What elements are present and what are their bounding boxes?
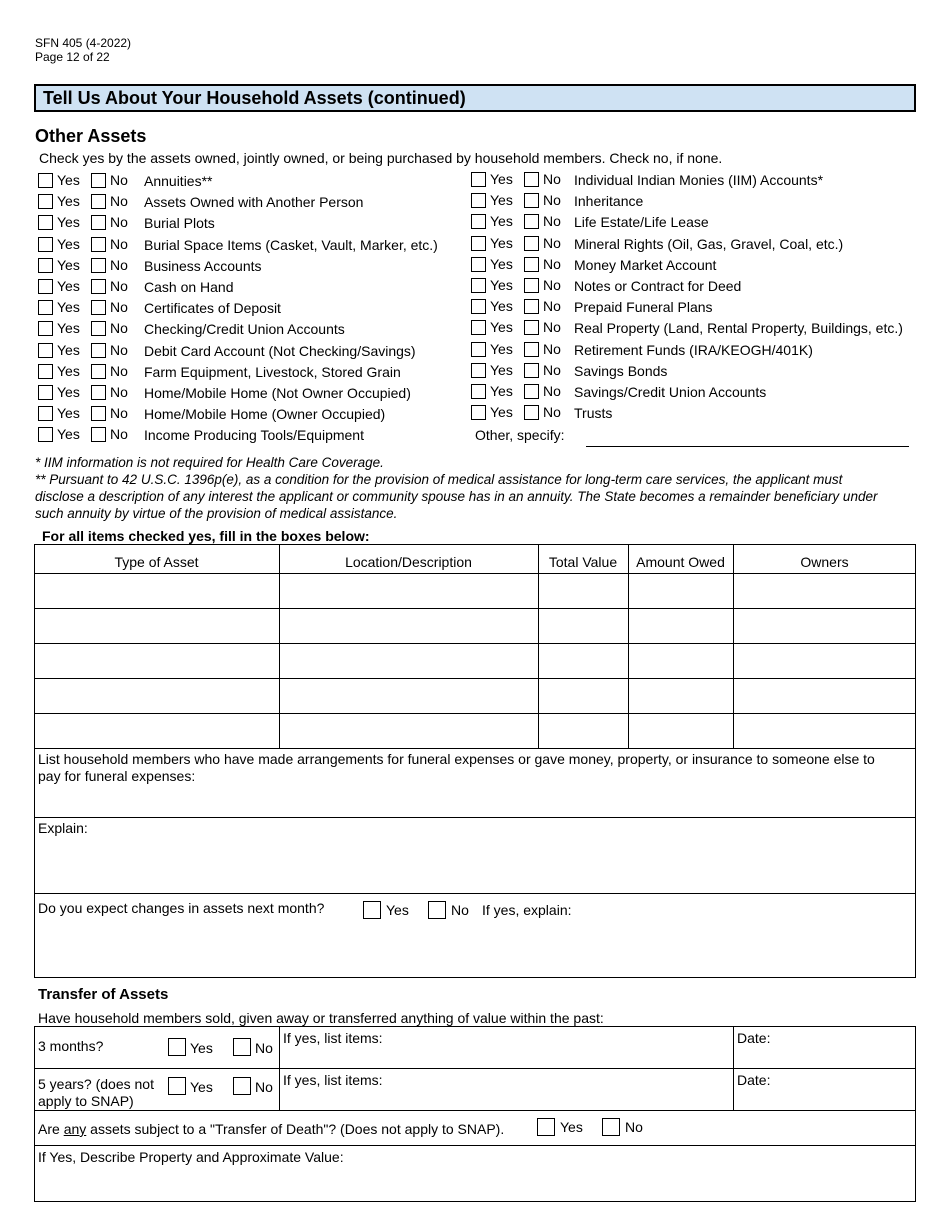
five-years-no-checkbox[interactable]: [233, 1077, 251, 1095]
changes-yes-checkbox[interactable]: [363, 901, 381, 919]
left-asset-yes-checkbox[interactable]: [38, 258, 53, 273]
divider: [34, 678, 916, 679]
left-asset-yes-checkbox[interactable]: [38, 237, 53, 252]
divider: [279, 1026, 280, 1110]
tod-question-post: assets subject to a "Transfer of Death"? (Does not apply to SNAP).: [86, 1121, 505, 1137]
divider: [279, 544, 280, 748]
right-asset-asset-label: Individual Indian Monies (IIM) Accounts*: [574, 172, 824, 188]
right-asset-no-label: No: [543, 255, 561, 272]
column-header: Total Value: [548, 554, 618, 570]
right-asset-yes-checkbox[interactable]: [471, 363, 486, 378]
left-asset-no-label: No: [110, 235, 128, 252]
three-months-yes-label: Yes: [190, 1040, 213, 1056]
left-asset-asset-label: Certificates of Deposit: [144, 300, 281, 317]
tod-question-pre: Are: [38, 1121, 64, 1137]
left-asset-yes-checkbox[interactable]: [38, 385, 53, 400]
divider: [34, 608, 916, 609]
right-asset-yes-label: Yes: [490, 277, 513, 293]
table-cell-input[interactable]: [735, 575, 915, 607]
three-months-yes-checkbox[interactable]: [168, 1038, 186, 1056]
left-asset-yes-checkbox[interactable]: [38, 215, 53, 230]
tod-yes-label: Yes: [560, 1119, 583, 1135]
left-asset-no-label: No: [110, 320, 128, 337]
right-asset-no-checkbox[interactable]: [524, 299, 539, 314]
left-asset-yes-label: Yes: [57, 235, 80, 252]
right-asset-no-checkbox[interactable]: [524, 384, 539, 399]
right-asset-no-checkbox[interactable]: [524, 320, 539, 335]
table-cell-input[interactable]: [36, 715, 278, 747]
right-asset-asset-label: Savings Bonds: [574, 362, 668, 379]
right-asset-no-label: No: [543, 298, 561, 315]
iim-note: * IIM information is not required for Health Care Coverage.: [35, 455, 384, 470]
right-asset-asset-label: Life Estate/Life Lease: [574, 214, 709, 231]
left-asset-asset-label: Home/Mobile Home (Owner Occupied): [144, 406, 386, 423]
left-asset-asset-label: Home/Mobile Home (Not Owner Occupied): [144, 385, 411, 401]
column-header: Amount Owed: [636, 554, 725, 570]
funeral-prompt: List household members who have made arrangements for funeral expenses or gave money, property, or insurance to someone else to pay for funeral expenses:: [38, 751, 875, 784]
right-asset-no-checkbox[interactable]: [524, 363, 539, 378]
table-cell-input[interactable]: [735, 610, 915, 642]
form-id: SFN 405 (4-2022): [35, 36, 132, 50]
right-asset-yes-checkbox[interactable]: [471, 342, 486, 357]
right-asset-yes-checkbox[interactable]: [471, 384, 486, 399]
right-asset-yes-label: Yes: [490, 383, 513, 399]
left-asset-no-checkbox[interactable]: [91, 406, 106, 421]
column-header: Type of Asset: [114, 554, 199, 570]
table-cell-input[interactable]: [36, 680, 278, 712]
table-cell-input[interactable]: [735, 645, 915, 677]
table-cell-input[interactable]: [281, 610, 537, 642]
right-asset-yes-label: Yes: [490, 361, 513, 378]
left-asset-yes-checkbox[interactable]: [38, 406, 53, 421]
divider: [538, 544, 539, 748]
right-asset-no-label: No: [543, 171, 561, 187]
explain-label: Explain:: [38, 820, 88, 836]
left-asset-no-label: No: [110, 426, 128, 443]
right-asset-no-checkbox[interactable]: [524, 236, 539, 251]
changes-explain-input[interactable]: [35, 922, 915, 976]
divider: [34, 573, 916, 574]
right-asset-yes-label: Yes: [490, 319, 513, 336]
five-years-list-input[interactable]: [283, 1089, 729, 1108]
left-asset-yes-checkbox[interactable]: [38, 279, 53, 294]
left-asset-asset-label: Annuities**: [144, 173, 213, 189]
right-asset-yes-label: Yes: [490, 404, 513, 421]
five-years-date-input[interactable]: [737, 1089, 913, 1108]
five-years-label: 5 years? (does not apply to SNAP): [38, 1076, 154, 1109]
divider: [34, 713, 916, 714]
right-asset-no-checkbox[interactable]: [524, 405, 539, 420]
left-asset-asset-label: Income Producing Tools/Equipment: [144, 427, 364, 444]
left-asset-yes-label: Yes: [57, 299, 80, 316]
left-asset-yes-label: Yes: [57, 278, 80, 294]
tod-yes-checkbox[interactable]: [537, 1118, 555, 1136]
right-asset-asset-label: Notes or Contract for Deed: [574, 278, 742, 294]
divider: [34, 1145, 916, 1146]
changes-yes-label: Yes: [386, 902, 409, 918]
right-asset-no-label: No: [543, 213, 561, 230]
left-asset-no-checkbox[interactable]: [91, 215, 106, 230]
table-cell-input[interactable]: [540, 715, 627, 747]
left-asset-no-checkbox[interactable]: [91, 427, 106, 442]
right-asset-no-checkbox[interactable]: [524, 193, 539, 208]
right-asset-yes-checkbox[interactable]: [471, 320, 486, 335]
right-asset-asset-label: Savings/Credit Union Accounts: [574, 384, 767, 400]
left-asset-no-label: No: [110, 256, 128, 273]
left-asset-no-checkbox[interactable]: [91, 321, 106, 336]
left-asset-no-label: No: [110, 299, 128, 316]
divider: [34, 643, 916, 644]
left-asset-yes-label: Yes: [57, 214, 80, 231]
five-years-date-label: Date:: [737, 1072, 771, 1088]
left-asset-asset-label: Assets Owned with Another Person: [144, 194, 364, 211]
three-months-label: 3 months?: [38, 1038, 104, 1054]
left-asset-no-label: No: [110, 172, 128, 188]
divider: [34, 1110, 916, 1111]
right-asset-no-checkbox[interactable]: [524, 342, 539, 357]
transfer-title: Transfer of Assets: [38, 986, 169, 1003]
left-asset-no-checkbox[interactable]: [91, 194, 106, 209]
changes-explain-label: If yes, explain:: [482, 902, 572, 918]
left-asset-no-checkbox[interactable]: [91, 385, 106, 400]
right-asset-yes-checkbox[interactable]: [471, 278, 486, 293]
right-asset-yes-checkbox[interactable]: [471, 299, 486, 314]
left-asset-no-checkbox[interactable]: [91, 237, 106, 252]
right-asset-no-label: No: [543, 361, 561, 378]
left-asset-no-label: No: [110, 384, 128, 400]
right-asset-asset-label: Mineral Rights (Oil, Gas, Gravel, Coal, etc.): [574, 235, 844, 252]
left-asset-no-label: No: [110, 362, 128, 379]
changes-no-label: No: [451, 902, 469, 918]
left-asset-asset-label: Burial Plots: [144, 215, 215, 232]
right-asset-yes-checkbox[interactable]: [471, 214, 486, 229]
table-cell-input[interactable]: [540, 610, 627, 642]
divider: [733, 544, 734, 748]
left-asset-no-label: No: [110, 278, 128, 294]
divider: [628, 544, 629, 748]
table-cell-input[interactable]: [540, 680, 627, 712]
table-cell-input[interactable]: [281, 680, 537, 712]
left-asset-asset-label: Checking/Credit Union Accounts: [144, 321, 345, 338]
left-asset-yes-label: Yes: [57, 426, 80, 443]
right-asset-no-label: No: [543, 319, 561, 336]
right-asset-no-checkbox[interactable]: [524, 214, 539, 229]
table-cell-input[interactable]: [281, 715, 537, 747]
table-cell-input[interactable]: [630, 610, 732, 642]
transfer-question: Have household members sold, given away or transferred anything of value within the past:: [38, 1010, 604, 1026]
left-asset-yes-label: Yes: [57, 341, 80, 358]
left-asset-no-checkbox[interactable]: [91, 173, 106, 188]
right-asset-no-checkbox[interactable]: [524, 278, 539, 293]
left-asset-asset-label: Business Accounts: [144, 257, 262, 274]
table-intro: For all items checked yes, fill in the boxes below:: [42, 528, 370, 544]
left-asset-no-label: No: [110, 341, 128, 358]
right-asset-no-checkbox[interactable]: [524, 257, 539, 272]
right-asset-yes-label: Yes: [490, 213, 513, 230]
right-asset-yes-label: Yes: [490, 255, 513, 272]
describe-input[interactable]: [35, 1167, 915, 1200]
page-number: Page 12 of 22: [35, 50, 110, 64]
other-specify-input[interactable]: [586, 446, 909, 447]
table-cell-input[interactable]: [630, 645, 732, 677]
left-asset-no-checkbox[interactable]: [91, 279, 106, 294]
five-years-yes-checkbox[interactable]: [168, 1077, 186, 1095]
annuity-note: ** Pursuant to 42 U.S.C. 1396p(e), as a condition for the provision of medical assistance for long-term care services, the applicant must disclose a description of any interest the applicant or community spouse has in an annuity. The State becomes a remainder beneficiary under such annuity by virtue of the provision of medical assistance.: [35, 472, 878, 521]
other-assets-instructions: Check yes by the assets owned, jointly owned, or being purchased by household members. Check no, if none.: [39, 150, 723, 166]
table-cell-input[interactable]: [36, 610, 278, 642]
right-asset-yes-label: Yes: [490, 234, 513, 251]
right-asset-no-label: No: [543, 192, 561, 209]
left-asset-no-label: No: [110, 193, 128, 210]
changes-question: Do you expect changes in assets next month?: [38, 900, 325, 916]
left-asset-yes-checkbox[interactable]: [38, 427, 53, 442]
section-banner: Tell Us About Your Household Assets (continued): [34, 84, 916, 112]
column-header: Owners: [800, 554, 849, 570]
funeral-input[interactable]: [35, 785, 915, 816]
three-months-list-input[interactable]: [283, 1047, 729, 1066]
divider: [34, 893, 916, 894]
left-asset-no-checkbox[interactable]: [91, 343, 106, 358]
left-asset-yes-label: Yes: [57, 193, 80, 210]
right-asset-yes-checkbox[interactable]: [471, 236, 486, 251]
right-asset-yes-checkbox[interactable]: [471, 405, 486, 420]
right-asset-asset-label: Money Market Account: [574, 256, 717, 273]
left-asset-no-checkbox[interactable]: [91, 300, 106, 315]
left-asset-yes-checkbox[interactable]: [38, 173, 53, 188]
right-asset-no-checkbox[interactable]: [524, 172, 539, 187]
right-asset-yes-label: Yes: [490, 192, 513, 209]
column-header: Location/Description: [345, 554, 472, 570]
right-asset-asset-label: Real Property (Land, Rental Property, Buildings, etc.): [574, 320, 903, 337]
right-asset-no-label: No: [543, 383, 561, 399]
three-months-no-checkbox[interactable]: [233, 1038, 251, 1056]
divider: [34, 817, 916, 818]
left-asset-yes-checkbox[interactable]: [38, 194, 53, 209]
five-years-yes-label: Yes: [190, 1079, 213, 1095]
table-cell-input[interactable]: [36, 645, 278, 677]
left-asset-no-label: No: [110, 214, 128, 231]
tod-question: [38, 1121, 504, 1138]
tod-no-label: No: [625, 1119, 643, 1135]
table-cell-input[interactable]: [735, 680, 915, 712]
left-asset-no-checkbox[interactable]: [91, 258, 106, 273]
right-asset-yes-label: Yes: [490, 171, 513, 187]
table-cell-input[interactable]: [540, 575, 627, 607]
divider: [34, 1068, 916, 1069]
right-asset-yes-label: Yes: [490, 298, 513, 315]
divider: [34, 748, 916, 749]
left-asset-yes-label: Yes: [57, 405, 80, 422]
table-cell-input[interactable]: [281, 645, 537, 677]
three-months-no-label: No: [255, 1040, 273, 1056]
left-asset-yes-label: Yes: [57, 256, 80, 273]
explain-input[interactable]: [35, 838, 915, 892]
left-asset-yes-checkbox[interactable]: [38, 364, 53, 379]
five-years-list-label: If yes, list items:: [283, 1072, 383, 1088]
left-asset-yes-label: Yes: [57, 362, 80, 379]
changes-no-checkbox[interactable]: [428, 901, 446, 919]
table-cell-input[interactable]: [630, 680, 732, 712]
left-asset-no-checkbox[interactable]: [91, 364, 106, 379]
right-asset-no-label: No: [543, 234, 561, 251]
left-asset-asset-label: Farm Equipment, Livestock, Stored Grain: [144, 363, 401, 380]
right-asset-no-label: No: [543, 404, 561, 421]
table-cell-input[interactable]: [630, 575, 732, 607]
table-cell-input[interactable]: [630, 715, 732, 747]
right-asset-no-label: No: [543, 277, 561, 293]
left-asset-yes-label: Yes: [57, 320, 80, 337]
three-months-date-input[interactable]: [737, 1047, 913, 1066]
right-asset-asset-label: Trusts: [574, 405, 613, 422]
five-years-no-label: No: [255, 1079, 273, 1095]
right-asset-yes-checkbox[interactable]: [471, 193, 486, 208]
left-asset-asset-label: Burial Space Items (Casket, Vault, Marker, etc.): [144, 236, 438, 253]
three-months-list-label: If yes, list items:: [283, 1030, 383, 1046]
left-asset-yes-checkbox[interactable]: [38, 300, 53, 315]
right-asset-yes-checkbox[interactable]: [471, 172, 486, 187]
right-asset-asset-label: Inheritance: [574, 193, 644, 210]
table-cell-input[interactable]: [735, 715, 915, 747]
other-assets-title: Other Assets: [35, 126, 147, 146]
right-asset-asset-label: Retirement Funds (IRA/KEOGH/401K): [574, 341, 813, 358]
table-cell-input[interactable]: [36, 575, 278, 607]
table-cell-input[interactable]: [281, 575, 537, 607]
other-specify-label: Other, specify:: [475, 427, 565, 443]
tod-question-any: any: [63, 1121, 87, 1137]
right-asset-no-label: No: [543, 340, 561, 357]
left-asset-yes-checkbox[interactable]: [38, 343, 53, 358]
left-asset-asset-label: Debit Card Account (Not Checking/Savings): [144, 342, 416, 359]
describe-label: If Yes, Describe Property and Approximate Value:: [38, 1149, 344, 1165]
left-asset-yes-label: Yes: [57, 384, 80, 400]
left-asset-asset-label: Cash on Hand: [144, 279, 234, 295]
table-cell-input[interactable]: [540, 645, 627, 677]
right-asset-yes-label: Yes: [490, 340, 513, 357]
tod-no-checkbox[interactable]: [602, 1118, 620, 1136]
divider: [733, 1026, 734, 1110]
right-asset-asset-label: Prepaid Funeral Plans: [574, 299, 713, 316]
left-asset-yes-checkbox[interactable]: [38, 321, 53, 336]
left-asset-no-label: No: [110, 405, 128, 422]
right-asset-yes-checkbox[interactable]: [471, 257, 486, 272]
left-asset-yes-label: Yes: [57, 172, 80, 188]
three-months-date-label: Date:: [737, 1030, 771, 1046]
